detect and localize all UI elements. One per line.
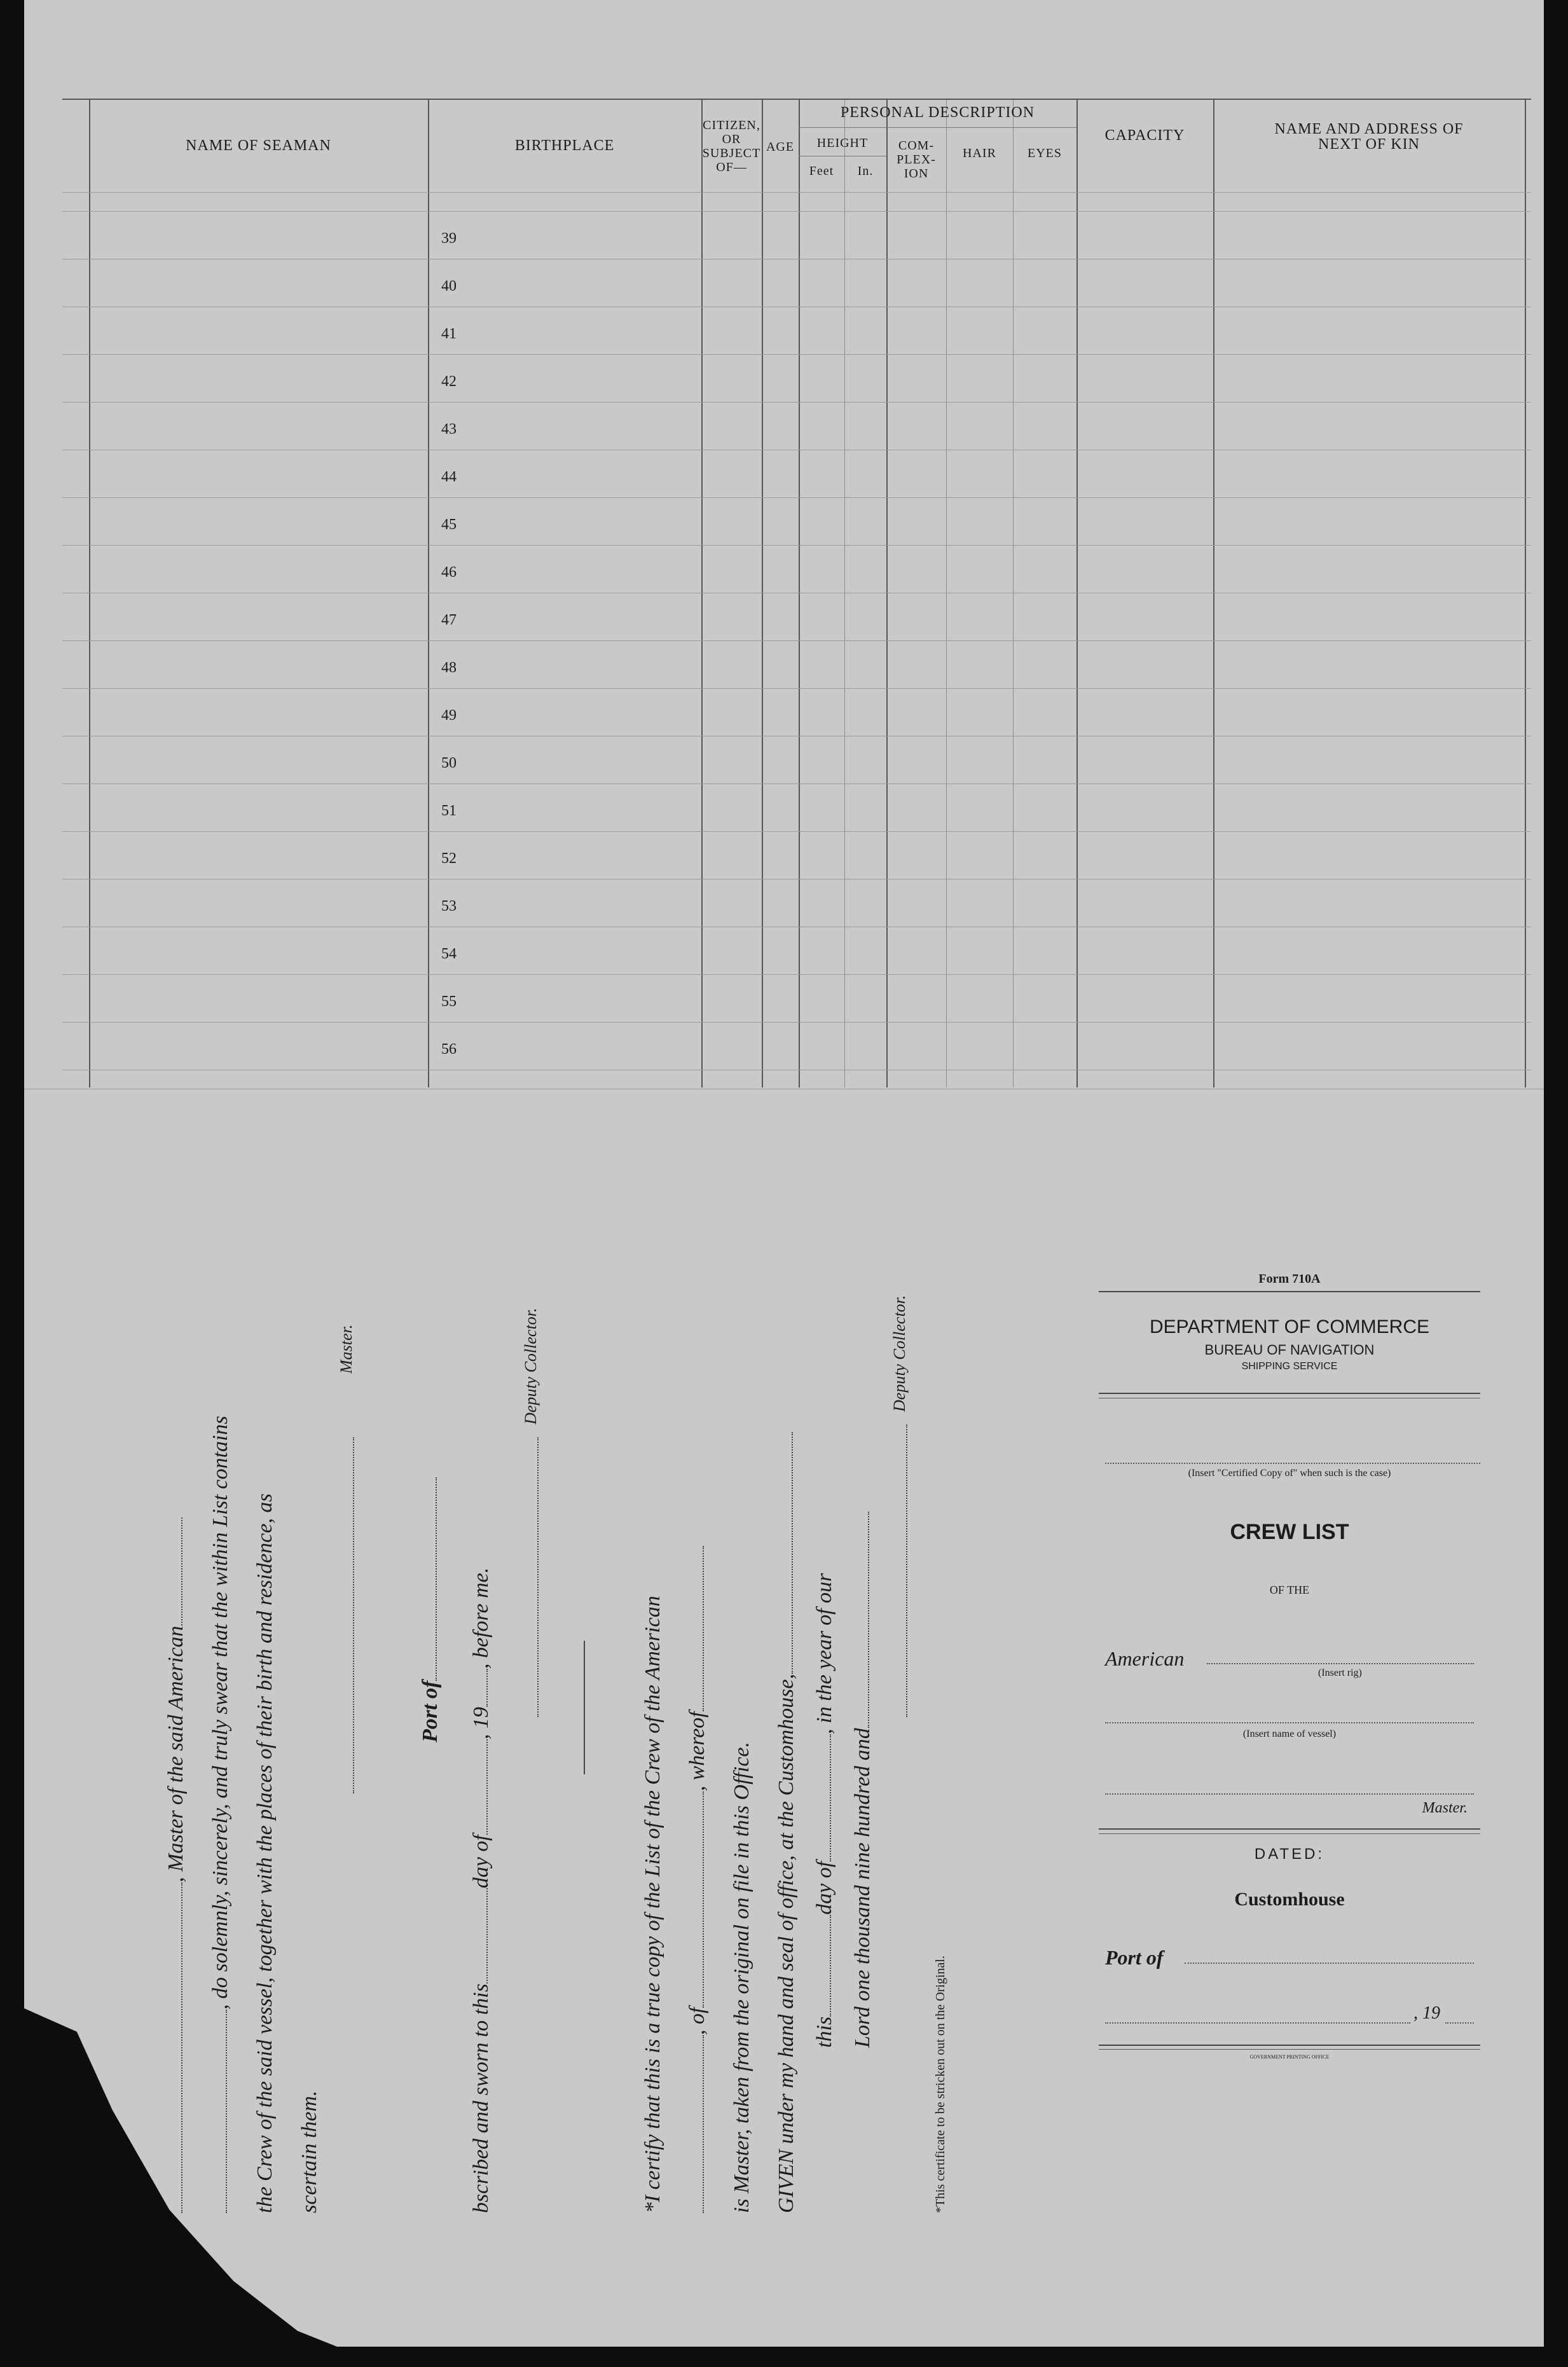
blank-line <box>1105 1793 1474 1795</box>
cert-line-3: is Master, taken from the original on file in this Office. <box>730 1741 753 2213</box>
oath-port-of <box>418 1477 443 1742</box>
department-title: DEPARTMENT OF COMMERCE <box>1149 1316 1430 1337</box>
row-rule <box>62 974 1531 975</box>
port-of-label: Port of <box>418 1680 442 1742</box>
blank-line <box>484 1669 488 1707</box>
crew-table <box>62 99 1531 1087</box>
insert-certified-note: (Insert "Certified Copy of" when such is the case) <box>1188 1468 1391 1479</box>
row-number: 48 <box>441 659 457 676</box>
american-label: American <box>1105 1647 1185 1670</box>
table-top-border <box>62 99 1531 100</box>
cover-year-label: , 19 <box>1413 2003 1440 2023</box>
blank-line <box>700 1546 704 1711</box>
header-citizen-of: OF— <box>716 160 747 174</box>
cert-whereof-label: , whereof <box>685 1711 709 1791</box>
blank-line <box>1445 2022 1474 2024</box>
header-citizen: CITIZEN, <box>703 118 760 132</box>
row-rule <box>62 402 1531 403</box>
row-number: 49 <box>441 707 457 724</box>
header-name-of-seaman: NAME OF SEAMAN <box>186 137 331 154</box>
cert-line-5 <box>813 1573 837 2048</box>
cover-rule <box>1099 1393 1480 1394</box>
crew-list-title: CREW LIST <box>1230 1520 1349 1544</box>
blank-line <box>179 1882 182 2213</box>
row-rule <box>62 497 1531 498</box>
header-eyes: EYES <box>1028 146 1062 160</box>
oath-text-2: , do solemnly, sincerely, and truly swear that the within List contains <box>209 1416 232 2010</box>
insert-rig-note: (Insert rig) <box>1318 1667 1362 1678</box>
separator-rule <box>584 1641 585 1774</box>
oath-master-label: Master. <box>337 1324 355 1374</box>
personal-desc-rule <box>799 127 1076 128</box>
row-rule <box>62 783 1531 784</box>
blank-line <box>700 2035 704 2213</box>
header-age: AGE <box>766 140 795 154</box>
cert-footnote: *This certificate to be stricken out on the Original. <box>933 1956 947 2213</box>
header-birthplace: BIRTHPLACE <box>514 137 615 154</box>
blank-line <box>350 1437 354 1793</box>
blank-line <box>789 1432 793 1674</box>
oath-line-3: the Crew of the said vessel, together with the places of their birth and residence, as <box>253 1493 277 2213</box>
cert-line-1: *I certify that this is a true copy of the List of the Crew of the American <box>641 1596 664 2213</box>
blank-line <box>904 1425 907 1717</box>
header-next-of-kin-2: NEXT OF KIN <box>1318 136 1420 153</box>
header-citizen-or: OR <box>722 132 741 146</box>
dated-label: DATED: <box>1254 1846 1325 1863</box>
row-number: 52 <box>441 850 457 867</box>
header-citizen-subject: SUBJECT <box>702 146 761 160</box>
row-number: 50 <box>441 755 457 771</box>
cert-line-4 <box>774 1432 799 2213</box>
row-number: 41 <box>441 326 457 342</box>
header-feet: Feet <box>809 164 834 178</box>
deputy-signature-line <box>520 1437 544 1717</box>
oath-line-2 <box>209 1416 233 2213</box>
row-rule <box>62 545 1531 546</box>
blank-line <box>484 1888 488 1984</box>
row-rule <box>62 640 1531 641</box>
blank-line <box>1105 1722 1474 1723</box>
row-rule <box>62 831 1531 832</box>
blank-line <box>1105 2022 1410 2024</box>
row-number: 42 <box>441 373 457 390</box>
oath-line-1 <box>164 1517 188 2213</box>
row-rule <box>62 211 1531 212</box>
oath-text-1: , Master of the said American <box>164 1625 188 1882</box>
header-personal-description: PERSONAL DESCRIPTION <box>840 104 1035 121</box>
header-complexion-1: COM- <box>898 139 935 153</box>
cover-rule <box>1099 2045 1480 2046</box>
document-page <box>24 0 1544 2347</box>
blank-line <box>535 1437 539 1717</box>
cover-rule <box>1099 1291 1480 1292</box>
bureau-title: BUREAU OF NAVIGATION <box>1204 1342 1375 1358</box>
cert-this-label: this <box>813 2016 836 2048</box>
cert-line-2 <box>685 1546 710 2213</box>
day-of-label: day of <box>469 1835 493 1889</box>
insert-name-note: (Insert name of vessel) <box>1242 1729 1337 1739</box>
blank-line <box>1207 1663 1474 1664</box>
row-number: 55 <box>441 993 457 1010</box>
blank-line <box>484 1739 488 1835</box>
header-complexion-3: ION <box>904 167 929 181</box>
header-height: HEIGHT <box>816 136 869 150</box>
header-bottom <box>62 192 1531 193</box>
row-number: 56 <box>441 1041 457 1058</box>
year-label: , 19 <box>469 1707 493 1740</box>
row-number: 39 <box>441 230 457 247</box>
customhouse-label: Customhouse <box>1234 1889 1345 1910</box>
cert-deputy-collector: Deputy Collector. <box>890 1295 909 1412</box>
cert-line-6 <box>851 1512 875 2048</box>
cert-year-label: , in the year of our <box>813 1573 836 1734</box>
cover-master-label: Master. <box>1422 1800 1468 1816</box>
printing-office: GOVERNMENT PRINTING OFFICE <box>1249 2054 1330 2060</box>
port-of-label: Port of <box>1105 1946 1164 1969</box>
row-rule <box>62 354 1531 355</box>
row-number: 53 <box>441 898 457 914</box>
service-title: SHIPPING SERVICE <box>1241 1361 1338 1372</box>
oath-deputy-collector: Deputy Collector. <box>521 1308 540 1425</box>
blank-line <box>827 1734 831 1861</box>
cert-lord-label: Lord one thousand nine hundred and <box>851 1728 874 2048</box>
row-number: 51 <box>441 803 457 819</box>
oath-and-certificate <box>139 1119 978 2213</box>
blank-line <box>865 1512 869 1728</box>
cert-of-label: , of <box>685 2007 709 2035</box>
row-number: 54 <box>441 946 457 962</box>
row-number: 40 <box>441 278 457 294</box>
row-number: 47 <box>441 612 457 628</box>
cover-rule <box>1099 2049 1480 2050</box>
cover-rule <box>1099 1833 1480 1834</box>
row-rule <box>62 879 1531 880</box>
cert-deputy-signature-line <box>889 1425 913 1717</box>
cover-rule <box>1099 1828 1480 1830</box>
subscribed-label: bscribed and sworn to this <box>469 1984 493 2213</box>
cert-given-label: GIVEN under my hand and seal of office, at the Customhouse, <box>774 1673 798 2213</box>
row-number: 45 <box>441 516 457 533</box>
oath-line-4: scertain them. <box>298 2090 321 2213</box>
row-number: 44 <box>441 469 457 485</box>
master-signature-line <box>336 1437 360 1793</box>
header-inches: In. <box>857 164 874 178</box>
blank-line <box>1185 1963 1474 1964</box>
blank-line <box>223 2010 227 2213</box>
header-hair: HAIR <box>963 146 996 160</box>
blank-line <box>1105 1463 1480 1464</box>
row-rule <box>62 1022 1531 1023</box>
header-complexion-2: PLEX- <box>897 153 936 167</box>
row-number: 46 <box>441 564 457 581</box>
header-next-of-kin-1: NAME AND ADDRESS OF <box>1274 121 1464 137</box>
header-capacity: CAPACITY <box>1104 127 1185 144</box>
before-me-label: , before me. <box>469 1567 493 1669</box>
row-number: 43 <box>441 421 457 438</box>
of-the-label: OF THE <box>1269 1584 1310 1596</box>
blank-line <box>179 1517 182 1625</box>
cover-panel <box>1099 1266 1480 2092</box>
row-rule <box>62 688 1531 689</box>
oath-subscribed-line <box>469 1568 493 2213</box>
blank-line <box>827 1915 831 2017</box>
blank-line <box>700 1791 704 2008</box>
cert-day-of-label: day of <box>813 1861 836 1915</box>
form-number: Form 710A <box>1258 1272 1321 1286</box>
blank-line <box>433 1477 437 1681</box>
